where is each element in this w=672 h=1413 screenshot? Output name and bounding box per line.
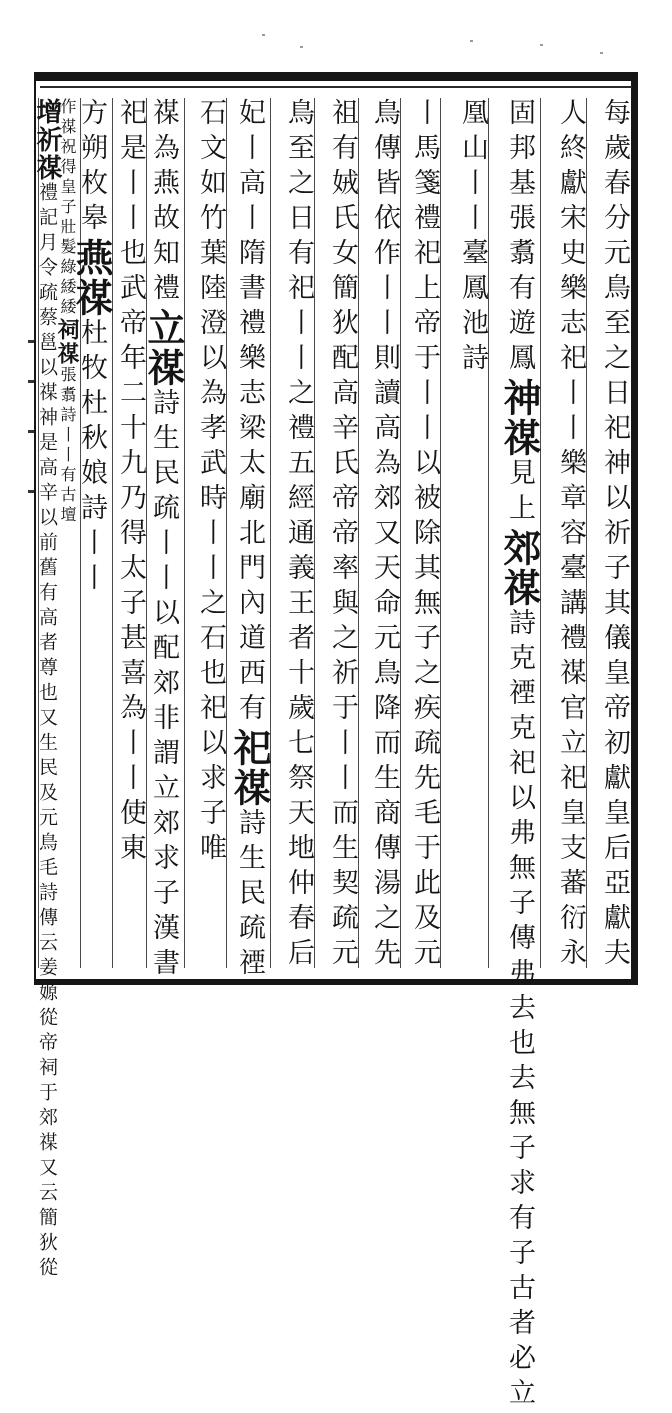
text-column-3 bbox=[488, 98, 542, 1413]
entry-head-li-mei: 立禖 bbox=[141, 308, 186, 388]
entry-note: 為丨丨使東 bbox=[115, 693, 146, 868]
entry-note: 得皇子壯髮綠緌緌 bbox=[58, 158, 77, 318]
entry-note: 詩生民疏禋 bbox=[234, 808, 265, 983]
text-column-8 bbox=[270, 98, 314, 973]
entry-head-zeng-qi-mei: 增祈禖 bbox=[32, 98, 62, 182]
text-column-1 bbox=[586, 98, 630, 973]
entry-note: 張翥詩丨 bbox=[58, 366, 77, 446]
text-run: 作禖祝 bbox=[58, 98, 77, 158]
column-text-mixed bbox=[54, 98, 80, 968]
entry-note: 丨有古壇 bbox=[58, 446, 77, 526]
column-text-mixed bbox=[141, 98, 186, 983]
text-run: 禖為燕故知禮 bbox=[148, 98, 179, 308]
column-text-mixed bbox=[492, 98, 542, 1413]
entry-note: 詩克禋克祀以弗無子傳弗去也去無子求有子古者必立 bbox=[504, 608, 535, 1413]
text-run: 上 bbox=[504, 493, 535, 528]
text-column-12 bbox=[112, 98, 146, 968]
column-text: 鳥至之日有祀丨丨之禮五經通義王者十歲七祭天地仲春后 bbox=[283, 98, 314, 973]
text-column-11 bbox=[141, 98, 186, 983]
text-run: 固邦基張翥有遊鳳 bbox=[504, 98, 535, 378]
column-text-mixed bbox=[116, 98, 144, 968]
text-column-7 bbox=[314, 98, 358, 973]
entry-note: 禮記月令疏蔡邕以禖神是高辛以前舊有高者尊也又 bbox=[36, 182, 58, 732]
speck bbox=[540, 44, 543, 46]
text-run: 妃丨高丨隋書禮樂志梁太廟北門內道西有 bbox=[234, 98, 265, 728]
entry-note: 詩生民疏丨丨以配郊非謂立 bbox=[148, 388, 179, 808]
speck bbox=[600, 52, 603, 54]
column-text-mixed bbox=[227, 98, 272, 983]
text-column-10 bbox=[184, 98, 226, 968]
column-text: 丨馬箋禮祀上帝于丨丨以被除其無子之疾疏先毛于此及元 bbox=[409, 98, 440, 973]
text-run: 石文如竹葉陸澄以為孝武時丨丨之石也 bbox=[195, 98, 226, 693]
column-text: 祖有娀氏女簡狄配高辛氏帝帝率與之祈于丨丨而生契疏元 bbox=[327, 98, 358, 973]
column-text: 鳥傳皆依作丨丨則讀高為郊又天命元鳥降而生商傳湯之先 bbox=[369, 98, 400, 973]
column-text: 凰山丨丨臺鳳池詩 bbox=[457, 98, 488, 378]
entry-note: 祀以求子唯 bbox=[195, 693, 226, 868]
entry-note: 見 bbox=[504, 458, 535, 493]
column-text-mixed bbox=[69, 98, 114, 968]
entry-head-si-mei: 祀禖 bbox=[227, 728, 272, 808]
column-text: 每歲春分元鳥至之日祀神以祈子其儀皇帝初獻皇后亞獻夫 bbox=[599, 98, 630, 973]
text-run: 生民及元鳥毛詩傳云姜嫄從帝祠于郊禖又云簡狄從 bbox=[36, 732, 58, 1282]
text-run: 方朔枚皋 bbox=[76, 98, 107, 238]
text-column-4 bbox=[440, 98, 488, 968]
text-column-2 bbox=[540, 98, 586, 973]
entry-head-yan-mei: 燕禖 bbox=[69, 238, 114, 318]
entry-note: 郊求子漢書 bbox=[148, 808, 179, 983]
top-rule bbox=[40, 86, 632, 88]
entry-note: 杜牧杜秋娘詩丨丨 bbox=[76, 318, 107, 598]
column-text-mixed bbox=[32, 98, 62, 1282]
speck bbox=[470, 40, 473, 42]
text-column-14 bbox=[54, 98, 80, 968]
entry-head-jiao-mei: 郊禖 bbox=[497, 528, 542, 608]
speck bbox=[300, 46, 303, 48]
entry-head-shen-mei: 神禖 bbox=[497, 378, 542, 458]
entry-head-ci-mei: 祠禖 bbox=[54, 318, 80, 366]
speck bbox=[262, 34, 265, 36]
column-text-mixed bbox=[188, 98, 224, 968]
entry-note: 武帝年二十九乃得太子甚喜 bbox=[115, 273, 146, 693]
text-column-13 bbox=[69, 98, 114, 968]
text-column-6 bbox=[358, 98, 400, 973]
text-run: 祀是丨丨也 bbox=[115, 98, 146, 273]
text-column-5 bbox=[400, 98, 440, 973]
column-text: 人終獻宋史樂志祀丨丨樂章容臺講禮禖官立祀皇支蕃衍永 bbox=[555, 98, 586, 973]
text-column-9 bbox=[226, 98, 272, 983]
text-column-15 bbox=[32, 98, 62, 1282]
